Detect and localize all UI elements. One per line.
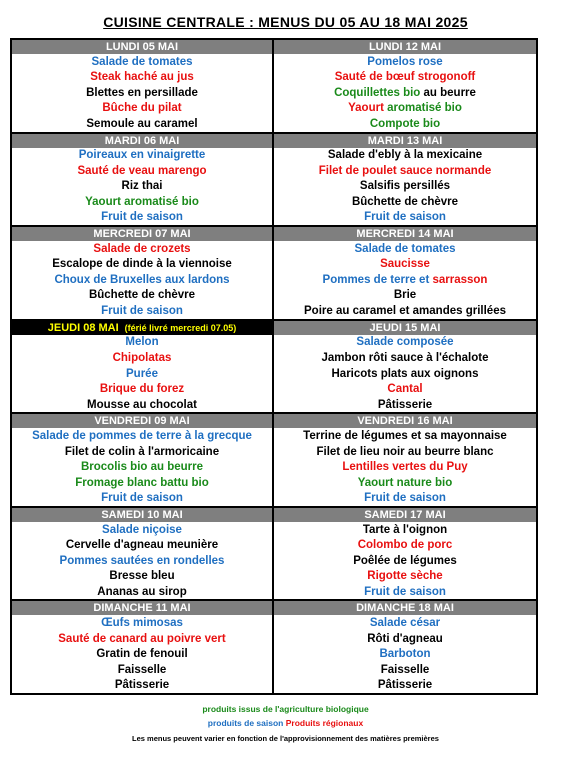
menu-item: Tarte à l'oignon <box>362 523 448 536</box>
menu-item: Compote bio <box>369 117 441 130</box>
menu-item: Pâtisserie <box>114 679 170 692</box>
menu-item: Pomelos rose <box>367 55 443 68</box>
menu-item: Filet de colin à l'armoricaine <box>64 445 220 458</box>
menu-item: Brique du forez <box>99 383 185 396</box>
menu-item: Fromage blanc battu bio <box>75 476 209 489</box>
day-header <box>12 227 272 241</box>
menu-item: Poireaux en vinaigrette <box>78 149 206 162</box>
menu-item: Salade composée <box>356 336 454 349</box>
menu-item: Haricots plats aux oignons <box>331 367 479 380</box>
day-header <box>274 414 536 428</box>
menu-item: Filet de lieu noir au beurre blanc <box>316 445 494 458</box>
menu-item-part: Pommes de terre et <box>322 273 433 286</box>
day-block <box>12 321 272 415</box>
menu-item: Salsifis persillés <box>359 180 451 193</box>
menu-item: Cantal <box>387 383 423 396</box>
day-block <box>12 40 272 134</box>
day-header <box>274 601 536 615</box>
menu-item: Faisselle <box>380 663 430 676</box>
menu-item: Saucisse <box>380 258 430 271</box>
menu-item: Lentilles vertes du Puy <box>342 461 468 474</box>
day-block <box>274 40 536 134</box>
menu-item-part: Yaourt <box>348 102 388 115</box>
menu-item: Rigotte sèche <box>367 570 443 583</box>
menu-item: Terrine de légumes et sa mayonnaise <box>303 430 507 443</box>
menu-item: Barboton <box>379 648 431 661</box>
day-header <box>274 227 536 241</box>
day-header-label: SAMEDI 17 MAI <box>364 508 446 521</box>
menu-item <box>274 101 536 117</box>
menu-item: Jambon rôti sauce à l'échalote <box>321 352 489 364</box>
day-header-label: JEUDI 08 MAI <box>47 321 119 334</box>
day-header <box>12 40 272 54</box>
menu-item-part: aromatisé bio <box>387 102 462 115</box>
menu-item: Poêlée de légumes <box>353 554 457 567</box>
menu-item: Yaourt nature bio <box>357 476 453 489</box>
menu-item: Brie <box>393 289 417 302</box>
menu-item: Bûchette de chèvre <box>88 289 196 302</box>
menu-item: Sauté de veau marengo <box>77 164 207 177</box>
menu-item: Fruit de saison <box>101 304 183 317</box>
menu-item: Fruit de saison <box>101 211 183 224</box>
menu-item: Salade de crozets <box>93 242 191 255</box>
menu-item: Fruit de saison <box>364 211 446 224</box>
menu-item: Bûche du pilat <box>102 102 182 115</box>
menu-item: Fruit de saison <box>364 492 446 505</box>
menu-item: Purée <box>126 367 158 380</box>
day-header <box>274 321 536 335</box>
menu-item: Faisselle <box>117 663 167 676</box>
menu-item: Colombo de porc <box>357 539 453 552</box>
day-block <box>274 321 536 415</box>
menu-item: Melon <box>125 336 159 349</box>
menu-item: Bûchette de chèvre <box>351 195 459 208</box>
day-block <box>274 134 536 228</box>
menu-item: Poire au caramel et amandes grillées <box>304 304 506 317</box>
menu-item: Salade césar <box>369 617 441 630</box>
menu-item: Ananas au sirop <box>97 585 187 598</box>
menu-item: Cervelle d'agneau meunière <box>65 539 219 552</box>
holiday-note: (férié livré mercredi 07.05) <box>124 322 237 333</box>
week-2-column <box>274 40 536 693</box>
day-header <box>274 134 536 148</box>
day-header <box>12 134 272 148</box>
day-header <box>12 508 272 522</box>
day-header <box>274 40 536 54</box>
menu-grid <box>10 38 538 695</box>
day-header <box>12 321 272 335</box>
day-header <box>12 601 272 615</box>
day-header-label: MARDI 06 MAI <box>104 134 180 147</box>
day-header-label: MERCREDI 14 MAI <box>356 228 454 241</box>
menu-item: Mousse au chocolat <box>87 398 197 411</box>
legend-regional: Produits régionaux <box>285 718 364 728</box>
menu-item: Brocolis bio au beurre <box>80 461 204 474</box>
day-block <box>12 508 272 602</box>
day-header-label: SAMEDI 10 MAI <box>101 508 183 521</box>
menu-item: Escalope de dinde à la viennoise <box>52 258 232 271</box>
menu-item: Sauté de bœuf strogonoff <box>334 71 476 84</box>
menu-item: Salade de pommes de terre à la grecque <box>32 430 252 443</box>
day-block <box>274 508 536 602</box>
day-block <box>12 414 272 508</box>
day-header-label: DIMANCHE 11 MAI <box>93 602 191 615</box>
menu-item <box>274 272 536 288</box>
day-block <box>12 134 272 228</box>
menu-item: Fruit de saison <box>364 585 446 598</box>
menu-item: Filet de poulet sauce normande <box>318 164 492 177</box>
menu-item: Bresse bleu <box>109 570 175 583</box>
day-header <box>274 508 536 522</box>
page-title: CUISINE CENTRALE : MENUS DU 05 AU 18 MAI 2025 <box>103 14 468 30</box>
menu-item: Salade de tomates <box>354 242 456 255</box>
menu-item: Gratin de fenouil <box>96 648 188 661</box>
disclaimer: Les menus peuvent varier en fonction de l'approvisionnement des matières premières <box>132 734 439 743</box>
legend-seasonal: produits de saison <box>207 718 284 728</box>
menu-item: Œufs mimosas <box>101 617 183 630</box>
menu-item: Blettes en persillade <box>86 86 198 99</box>
menu-item-part: sarrasson <box>432 273 488 286</box>
day-header-label: MARDI 13 MAI <box>367 134 443 147</box>
day-header-label: VENDREDI 16 MAI <box>357 415 453 428</box>
menu-item-part: au beurre <box>420 86 476 99</box>
day-header-label: JEUDI 15 MAI <box>369 321 441 334</box>
menu-item <box>274 85 536 101</box>
day-block <box>274 227 536 321</box>
menu-item: Fruit de saison <box>101 492 183 505</box>
day-block <box>274 601 536 693</box>
day-header-label: MERCREDI 07 MAI <box>93 228 191 241</box>
menu-item: Sauté de canard au poivre vert <box>58 632 226 645</box>
day-block <box>12 227 272 321</box>
day-header-label: LUNDI 12 MAI <box>368 41 442 53</box>
day-block <box>12 601 272 693</box>
menu-item: Steak haché au jus <box>90 71 194 84</box>
legend-organic: produits issus de l'agriculture biologique <box>202 704 369 714</box>
menu-item: Salade de tomates <box>91 55 193 68</box>
week-1-column <box>12 40 274 693</box>
day-header <box>12 414 272 428</box>
day-header-label: VENDREDI 09 MAI <box>94 415 190 428</box>
menu-item: Yaourt aromatisé bio <box>85 195 199 208</box>
menu-item: Pommes sautées en rondelles <box>59 554 225 567</box>
menu-item-part: Coquillettes bio <box>334 86 421 99</box>
menu-item: Salade niçoise <box>102 523 182 536</box>
legend-seasonal-regional <box>0 718 571 728</box>
menu-item: Pâtisserie <box>377 679 433 692</box>
day-header-label: DIMANCHE 18 MAI <box>356 602 454 615</box>
menu-item: Riz thai <box>121 180 163 193</box>
menu-item: Salade d'ebly à la mexicaine <box>327 149 483 162</box>
day-block <box>274 414 536 508</box>
menu-item: Choux de Bruxelles aux lardons <box>54 273 230 286</box>
menu-item: Rôti d'agneau <box>367 632 443 645</box>
menu-item: Semoule au caramel <box>86 117 198 130</box>
day-header-label: LUNDI 05 MAI <box>105 41 179 53</box>
menu-item: Pâtisserie <box>377 398 433 411</box>
menu-item: Chipolatas <box>112 352 172 364</box>
